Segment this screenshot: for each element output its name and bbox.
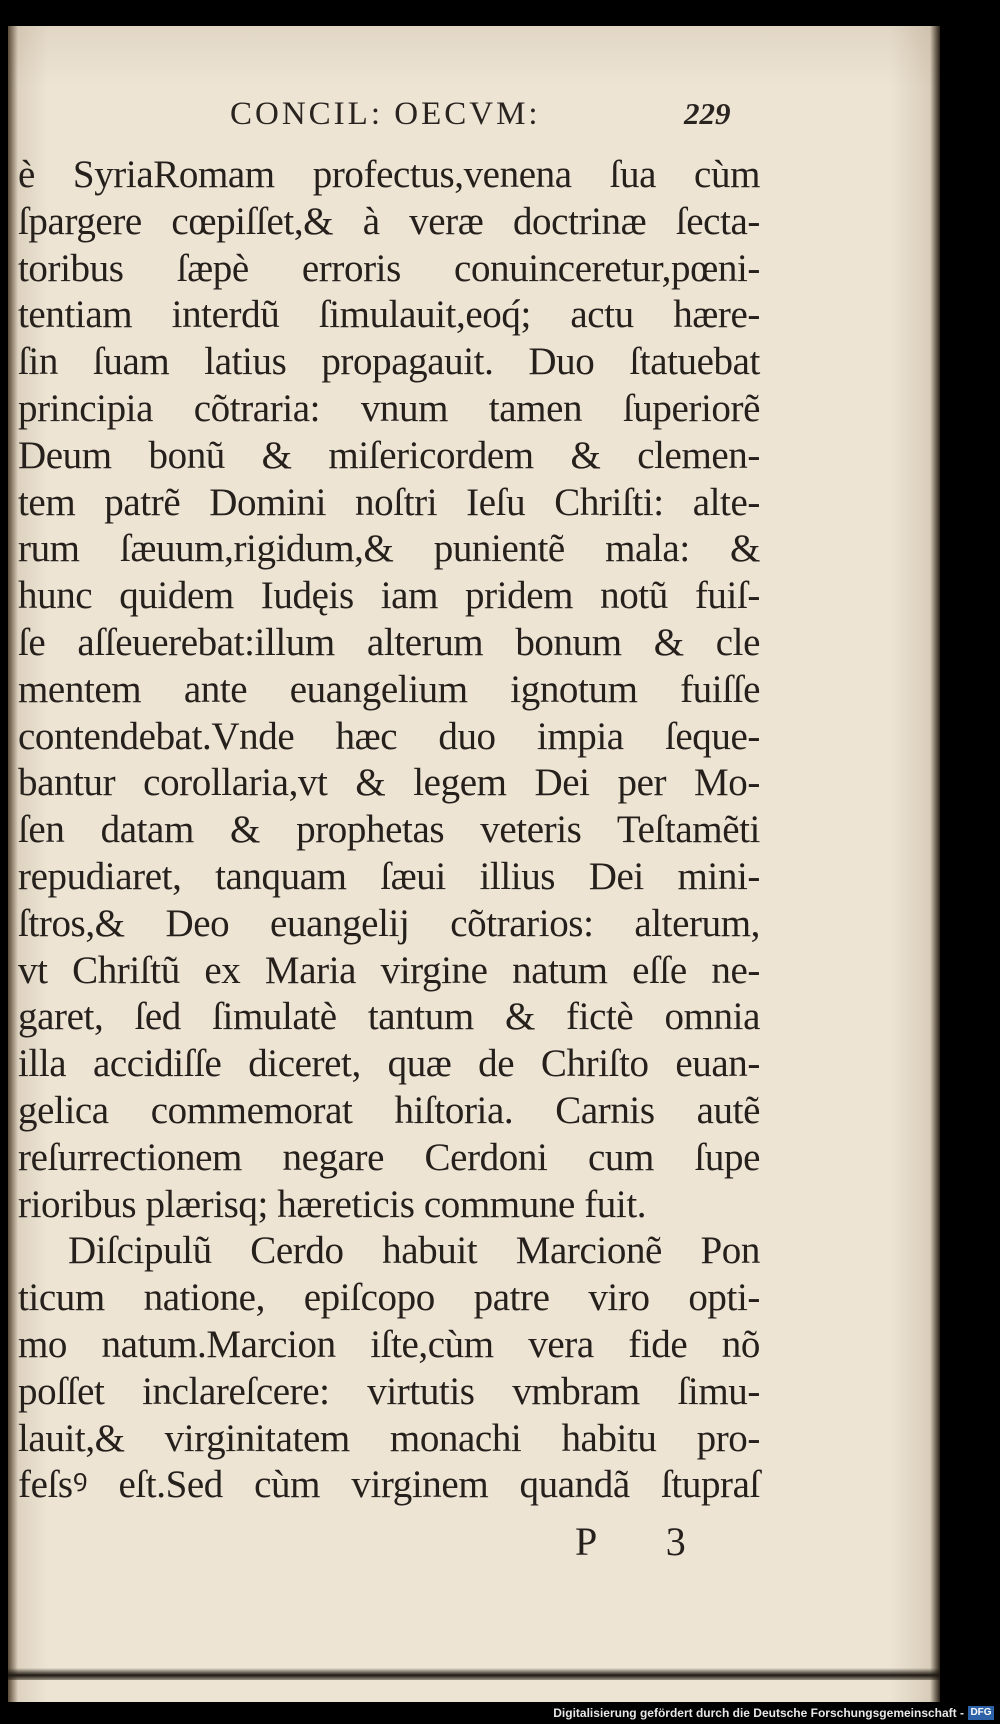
text-line: tentiam interdũ ſimulauit,eoq́; actu hære-: [18, 293, 760, 337]
text-line: Diſcipulũ Cerdo habuit Marcionẽ Pon: [68, 1229, 760, 1273]
text-line: gelica commemorat hiſtoria. Carnis autẽ: [18, 1088, 760, 1132]
signature-mark: P 3: [575, 1519, 716, 1564]
text-line: repudiaret, tanquam ſæui illius Dei mini-: [18, 854, 760, 898]
body-text: [18, 152, 760, 1509]
text-line: rum ſæuum,rigidum,& punientẽ mala: &: [18, 527, 760, 571]
text-line: illa accidiſſe diceret, quæ de Chriſto euan-: [18, 1042, 760, 1086]
text-line: ſin ſuam latius propagauit. Duo ſtatuebat: [18, 340, 760, 384]
page-number: 229: [684, 96, 731, 131]
text-line: feſsꝰ eſt.Sed cùm virginem quandã ſtupraſ: [18, 1463, 760, 1507]
funding-credit: Digitalisierung gefördert durch die Deutsche Forschungsgemeinschaft -: [553, 1706, 964, 1720]
text-line: ſtros,& Deo euangelij cõtrarios: alterum,: [18, 901, 760, 945]
text-line: bantur corollaria,vt & legem Dei per Mo-: [18, 761, 760, 805]
text-line: mo natum.Marcion iſte,cùm vera fide nõ: [18, 1322, 760, 1366]
running-head: CONCIL: OECVM:: [230, 96, 541, 132]
page-edge-shadow: [930, 26, 940, 1702]
text-line: rioribus plærisq; hæreticis commune fuit.: [18, 1182, 647, 1226]
text-line: è SyriaRomam profectus,venena ſua cùm: [18, 153, 760, 196]
text-line: ſpargere cœpiſſet,& à veræ doctrinæ ſecta-: [18, 199, 760, 243]
digitization-footer: [0, 1702, 1000, 1724]
spine-shadow: [8, 26, 18, 1702]
text-line: ſe aſſeuerebat:illum alterum bonum & cle: [18, 620, 760, 664]
text-line: reſurrectionem negare Cerdoni cum ſupe: [18, 1135, 760, 1179]
text-line: ſen datam & prophetas veteris Teſtamẽti: [18, 808, 760, 852]
page-header: [0, 96, 1000, 136]
text-line: toribus ſæpè erroris conuinceretur,pœni-: [18, 246, 760, 290]
text-line: tem patrẽ Domini noſtri Ieſu Chriſti: alte-: [18, 480, 760, 524]
text-line: contendebat.Vnde hæc duo impia ſeque-: [18, 714, 760, 758]
text-line: vt Chriſtũ ex Maria virgine natum eſſe ne-: [18, 948, 760, 992]
text-line: lauit,& virginitatem monachi habitu pro-: [18, 1416, 760, 1460]
page-bottom-edge: [8, 1668, 940, 1680]
text-line: hunc quidem Iudęis iam pridem notũ fuiſ-: [18, 574, 760, 618]
text-line: Deum bonũ & miſericordem & clemen-: [18, 433, 760, 477]
dfg-logo-icon: DFG: [968, 1706, 994, 1720]
text-line: mentem ante euangelium ignotum fuiſſe: [18, 667, 760, 711]
text-line: garet, ſed ſimulatè tantum & fictè omnia: [18, 995, 760, 1039]
text-line: poſſet inclareſcere: virtutis vmbram ſimu-: [18, 1369, 760, 1413]
text-line: principia cõtraria: vnum tamen ſuperiorẽ: [18, 386, 760, 430]
text-line: ticum natione, epiſcopo patre viro opti-: [18, 1276, 760, 1320]
